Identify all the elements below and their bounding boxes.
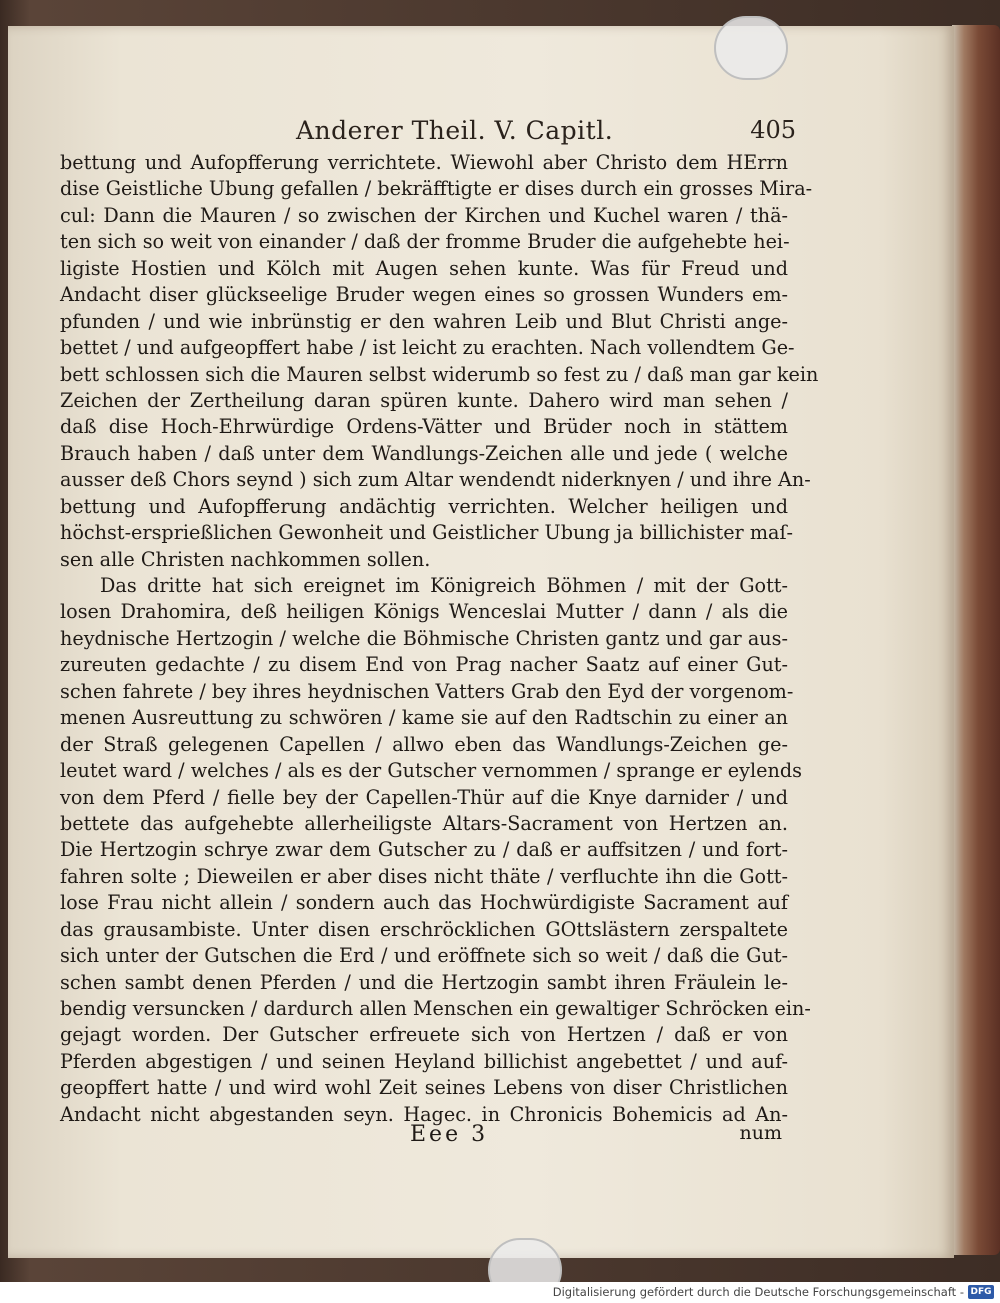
text-line: schen sambt denen Pferden / und die Hertzogin sambt ihren Fräulein le- (60, 970, 788, 994)
catchword: num (739, 1122, 782, 1144)
text-line: daß dise Hoch-Ehrwürdige Ordens-Vätter und Brüder noch in stättem (60, 415, 788, 439)
text-line: ligiste Hostien und Kölch mit Augen sehen kunte. Was für Freud und (60, 256, 788, 280)
text-line: sen alle Christen nachkommen sollen. (60, 547, 431, 571)
text-line: Andacht nicht abgestanden seyn. Hagec. in Chronicis Bohemicis ad An- (60, 1102, 788, 1126)
text-line: gejagt worden. Der Gutscher erfreuete sich von Hertzen / daß er von (60, 1023, 788, 1047)
text-line: geopffert hatte / und wird wohl Zeit seines Lebens von diser Christlichen (60, 1076, 788, 1100)
page-clip-top (714, 16, 788, 80)
book-page (8, 26, 954, 1258)
text-line: lose Frau nicht allein / sondern auch das Hochwürdigiste Sacrament auf (60, 891, 788, 915)
text-line: höchst-ersprießlichen Gewonheit und Geistlicher Ubung ja billichister maſ- (60, 521, 794, 545)
text-line: bett schlossen sich die Mauren selbst widerumb so fest zu / daß man gar kein (60, 362, 819, 386)
text-line: bettung und Aufopfferung andächtig verrichten. Welcher heiligen und (60, 494, 788, 518)
page-number: 405 (750, 116, 796, 144)
text-line: Pferden abgestigen / und seinen Heyland billichist angebettet / und auf- (60, 1049, 788, 1073)
funding-credit: Digitalisierung gefördert durch die Deutsche Forschungsgemeinschaft - (552, 1285, 964, 1299)
text-line: Die Hertzogin schrye zwar dem Gutscher zu / daß er auffsitzen / und fort- (60, 838, 788, 862)
text-line: Zeichen der Zertheilung daran spüren kunte. Dahero wird man sehen / (60, 388, 788, 412)
text-line: ausser deß Chors seynd ) sich zum Altar wendendt niderknyen / und ihre An- (60, 468, 811, 492)
text-line: heydnische Hertzogin / welche die Böhmische Christen gantz und gar aus- (60, 626, 788, 650)
text-line: bettet / und aufgeopffert habe / ist leicht zu erachten. Nach vollendtem Ge- (60, 336, 795, 360)
page-header (296, 116, 796, 150)
text-line: ten sich so weit von einander / daß der fromme Bruder die aufgehebte hei- (60, 230, 790, 254)
running-head: Anderer Theil. V. Capitl. (296, 116, 614, 145)
text-line: sich unter der Gutschen die Erd / und eröffnete sich so weit / daß die Gut- (60, 944, 788, 968)
text-line: bettung und Aufopfferung verrichtete. Wiewohl aber Christo dem HErrn (60, 151, 788, 174)
text-line: pfunden / und wie inbrünstig er den wahren Leib und Blut Christi ange- (60, 309, 788, 333)
text-line: Das dritte hat sich ereignet im Königreich Böhmen / mit der Gott- (100, 574, 788, 597)
text-line: Brauch haben / daß unter dem Wandlungs-Zeichen alle und jede ( welche (60, 441, 788, 465)
scan-footer (0, 1282, 1000, 1303)
dfg-logo: DFG (968, 1285, 994, 1299)
text-line: cul: Dann die Mauren / so zwischen der Kirchen und Kuchel waren / thä- (60, 203, 788, 227)
text-line: menen Ausreuttung zu schwören / kame sie auf den Radtschin zu einer an (60, 706, 788, 730)
text-line: das grausambiste. Unter disen erschröcklichen GOttslästern zerspaltete (60, 917, 788, 941)
text-line: bendig versuncken / dardurch allen Menschen ein gewaltiger Schröcken ein- (60, 997, 811, 1020)
signature-mark: Eee 3 (410, 1122, 489, 1147)
text-line: zureuten gedachte / zu disem End von Prag nacher Saatz auf einer Gut- (60, 653, 788, 677)
text-line: losen Drahomira, deß heiligen Königs Wenceslai Mutter / dann / als die (60, 600, 788, 624)
text-line: von dem Pferd / fielle bey der Capellen-Thür auf die Knye darnider / und (60, 785, 788, 809)
body-text (60, 150, 819, 1128)
text-line: Andacht diser glückseelige Bruder wegen eines so grossen Wunders em- (60, 283, 788, 307)
book-spine (952, 25, 1000, 1255)
text-line: schen fahrete / bey ihres heydnischen Vatters Grab den Eyd der vorgenom- (60, 679, 794, 703)
text-line: leutet ward / welches / als es der Gutscher vernommen / sprange er eylends (60, 759, 802, 783)
text-line: dise Geistliche Ubung gefallen / bekräfftigte er dises durch ein grosses Mira- (60, 177, 813, 201)
text-line: bettete das aufgehebte allerheiligste Altars-Sacrament von Hertzen an. (60, 811, 788, 835)
text-line: fahren solte ; Dieweilen er aber dises nicht thäte / verfluchte ihn die Gott- (60, 864, 788, 888)
text-line: der Straß gelegenen Capellen / allwo eben das Wandlungs-Zeichen ge- (60, 732, 788, 756)
